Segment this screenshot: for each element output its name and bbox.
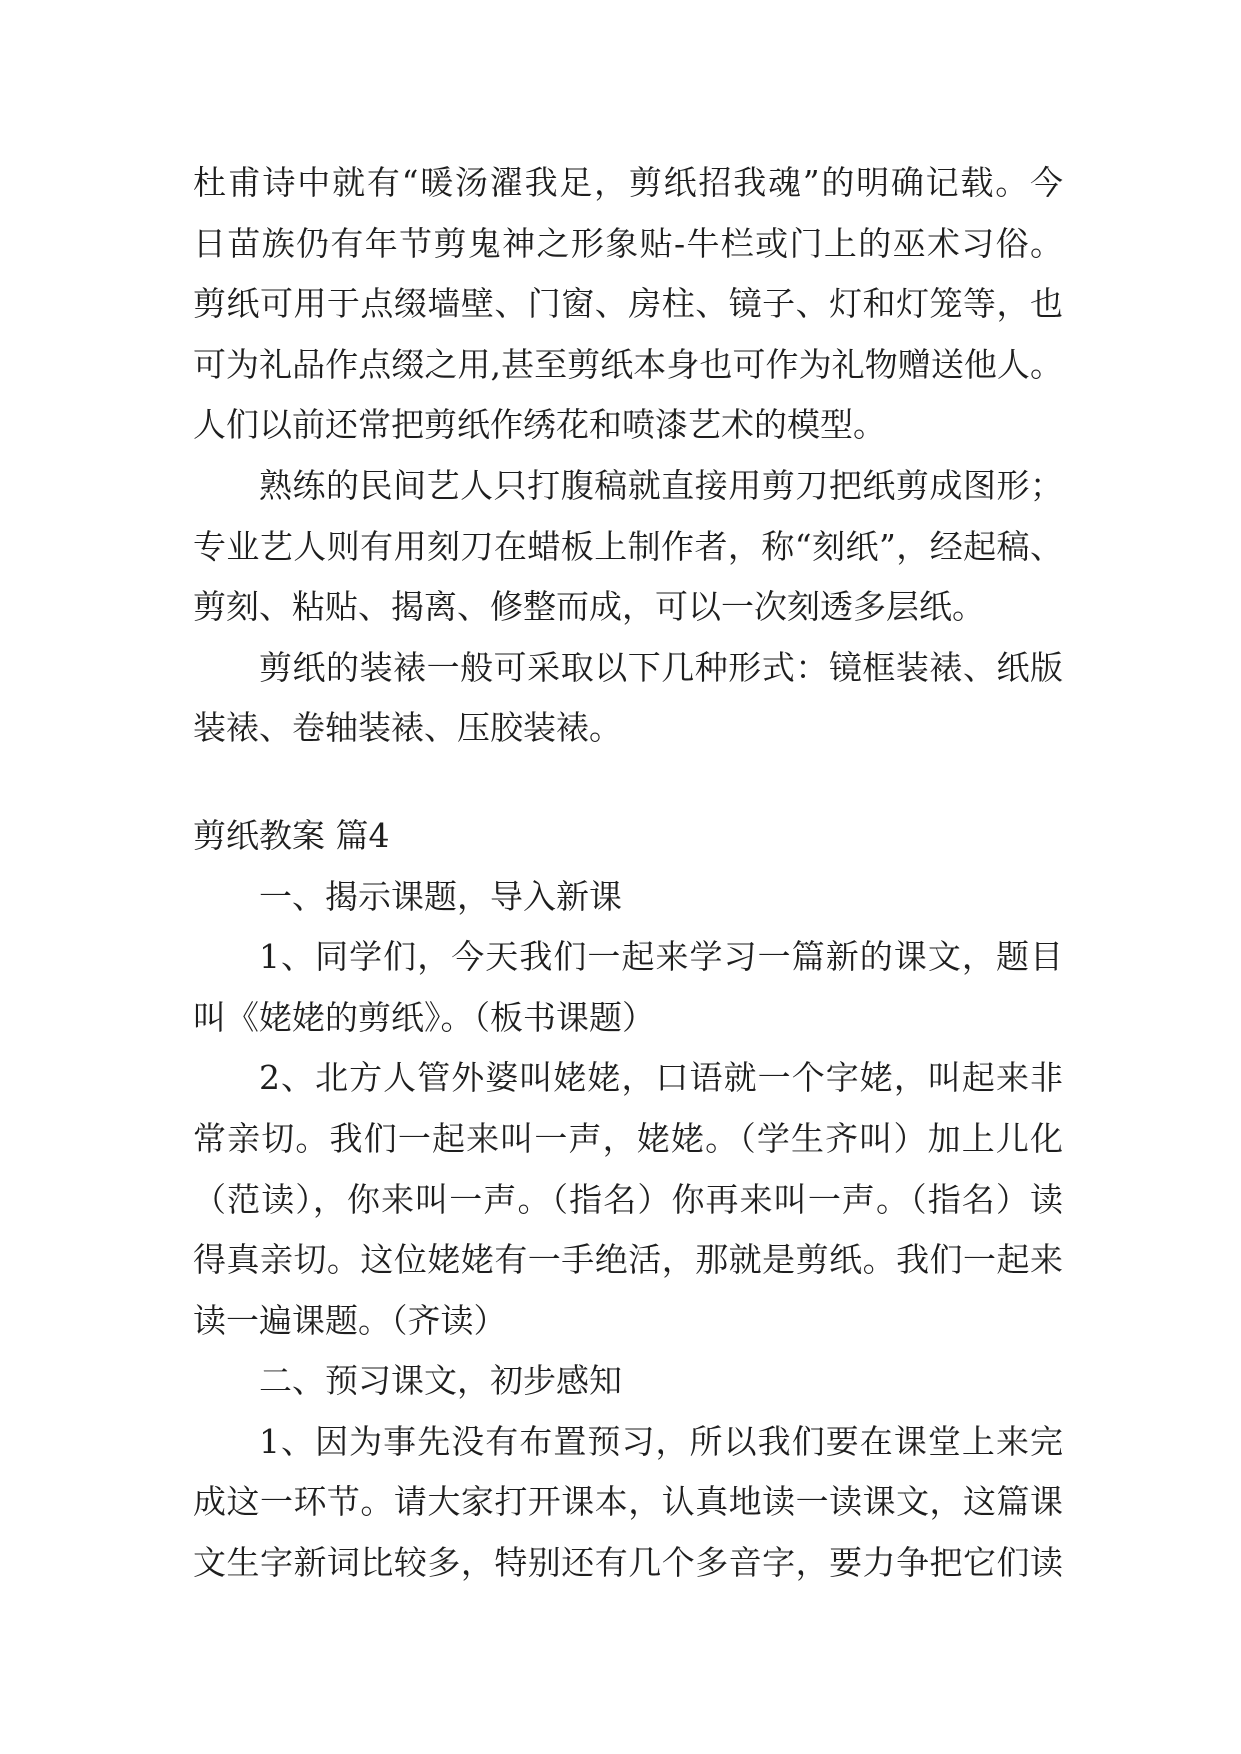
text-line: 1、因为事先没有布置预习，所以我们要在课堂上来完 [259, 1421, 1063, 1461]
paragraph-step-1 [193, 927, 1063, 1048]
text-line: 2、北方人管外婆叫姥姥，口语就一个字姥，叫起来非 [259, 1058, 1063, 1098]
text-line: 装裱、卷轴装裱、压胶装裱。 [193, 708, 622, 748]
paragraph-preview-step-1 [193, 1412, 1063, 1594]
text-line: 成这一环节。请大家打开课本，认真地读一读课文，这篇课 [193, 1482, 1063, 1522]
text-line: 剪纸可用于点缀墙壁、门窗、房柱、镜子、灯和灯笼等，也 [193, 284, 1063, 324]
text-line: 熟练的民间艺人只打腹稿就直接用剪刀把纸剪成图形； [259, 465, 1063, 505]
paragraph-paper-cutting-history [193, 153, 1063, 456]
subheading-preview-text [193, 1351, 1063, 1412]
subheading-introduce-topic [193, 867, 1063, 928]
text-line: 人们以前还常把剪纸作绣花和喷漆艺术的模型。 [193, 405, 886, 445]
text-line: 二、预习课文，初步感知 [259, 1361, 622, 1401]
text-line: 专业艺人则有用刻刀在蜡板上制作者，称“刻纸”，经起稿、 [193, 526, 1063, 566]
text-line: 杜甫诗中就有“暖汤濯我足，剪纸招我魂”的明确记载。今 [193, 163, 1063, 202]
section-heading: 剪纸教案 篇4 [193, 815, 390, 855]
text-line: 可为礼品作点缀之用,甚至剪纸本身也可作为礼物赠送他人。 [193, 344, 1063, 384]
paragraph-mounting [193, 638, 1063, 759]
text-line: 文生字新词比较多，特别还有几个多音字，要力争把它们读 [193, 1543, 1063, 1583]
text-line: 读一遍课题。（齐读） [193, 1300, 507, 1340]
text-line: 叫《姥姥的剪纸》。（板书课题） [193, 997, 655, 1037]
text-line: 日苗族仍有年节剪鬼神之形象贴-牛栏或门上的巫术习俗。 [193, 223, 1063, 263]
text-line: 常亲切。我们一起来叫一声，姥姥。（学生齐叫）加上儿化 [193, 1118, 1063, 1158]
text-line: （范读），你来叫一声。（指名）你再来叫一声。（指名）读 [193, 1179, 1063, 1219]
text-line: 1、同学们，今天我们一起来学习一篇新的课文，题目 [259, 937, 1063, 977]
paragraph-artisans [193, 456, 1063, 638]
text-line: 剪刻、粘贴、揭离、修整而成，可以一次刻透多层纸。 [193, 587, 985, 627]
text-line: 得真亲切。这位姥姥有一手绝活，那就是剪纸。我们一起来 [193, 1240, 1063, 1280]
document-page [193, 153, 1063, 1594]
paragraph-step-2 [193, 1048, 1063, 1351]
text-line: 一、揭示课题，导入新课 [259, 876, 622, 916]
text-line: 剪纸的装裱一般可采取以下几种形式：镜框装裱、纸版 [259, 647, 1063, 687]
